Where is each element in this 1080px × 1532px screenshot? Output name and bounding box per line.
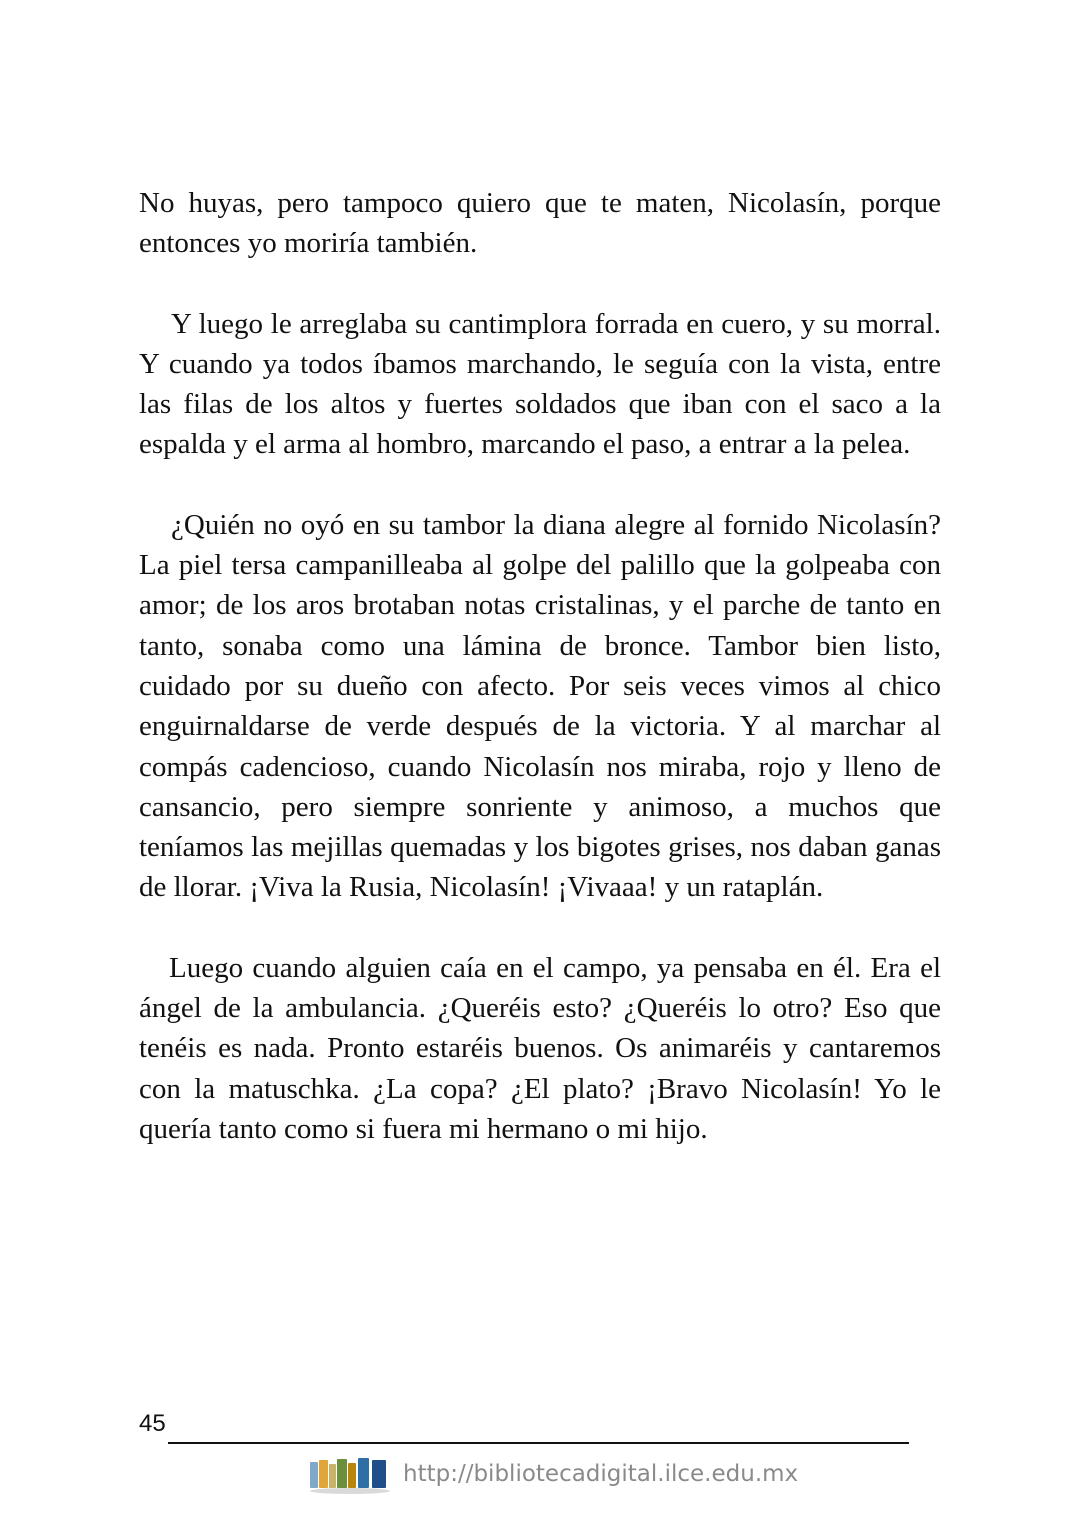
body-text xyxy=(139,183,941,1189)
paragraph-4: Luego cuando alguien caía en el campo, ya pensaba en él. Era el ángel de la ambulancia. ¿Queréis esto? ¿Queréis lo otro? Eso que tenéis es nada. Pronto estaréis buenos. Os animaréis y cantaremos con la matuschka. ¿La copa? ¿El plato? ¡Bravo Nicolasín! Yo le quería tanto como si fuera mi hermano o mi hijo. xyxy=(139,951,941,1145)
paragraph-1: No huyas, pero tampoco quiero que te maten, Nicolasín, porque entonces yo moriría también. xyxy=(139,187,941,260)
page-number: 45 xyxy=(139,1410,166,1437)
books-logo-icon xyxy=(308,1454,392,1494)
paragraph-3: ¿Quién no oyó en su tambor la diana alegre al fornido Nicolasín? La piel tersa campanilleaba al golpe del palillo que la golpeaba con amor; de los aros brotaban notas cristalinas, y el parche de tanto en tanto, sonaba como una lámina de bronce. Tambor bien listo, cuidado por su dueño con afecto. Por seis veces vimos al chico enguirnaldarse de verde después de la victoria. Y al marchar al compás cadencioso, cuando Nicolasín nos miraba, rojo y lleno de cansancio, pero siempre sonriente y animoso, a muchos que teníamos las mejillas quemadas y los bigotes grises, nos daban ganas de llorar. ¡Viva la Rusia, Nicolasín! ¡Vivaaa! y un rataplán. xyxy=(139,508,941,904)
paragraph-2: Y luego le arreglaba su cantimplora forrada en cuero, y su morral. Y cuando ya todos íbamos marchando, le seguía con la vista, entre las filas de los altos y fuertes soldados que iban con el saco a la espalda y el arma al hombro, marcando el paso, a entrar a la pelea. xyxy=(139,307,941,461)
footer-url: http://bibliotecadigital.ilce.edu.mx xyxy=(403,1461,799,1487)
footer-divider xyxy=(168,1442,909,1444)
